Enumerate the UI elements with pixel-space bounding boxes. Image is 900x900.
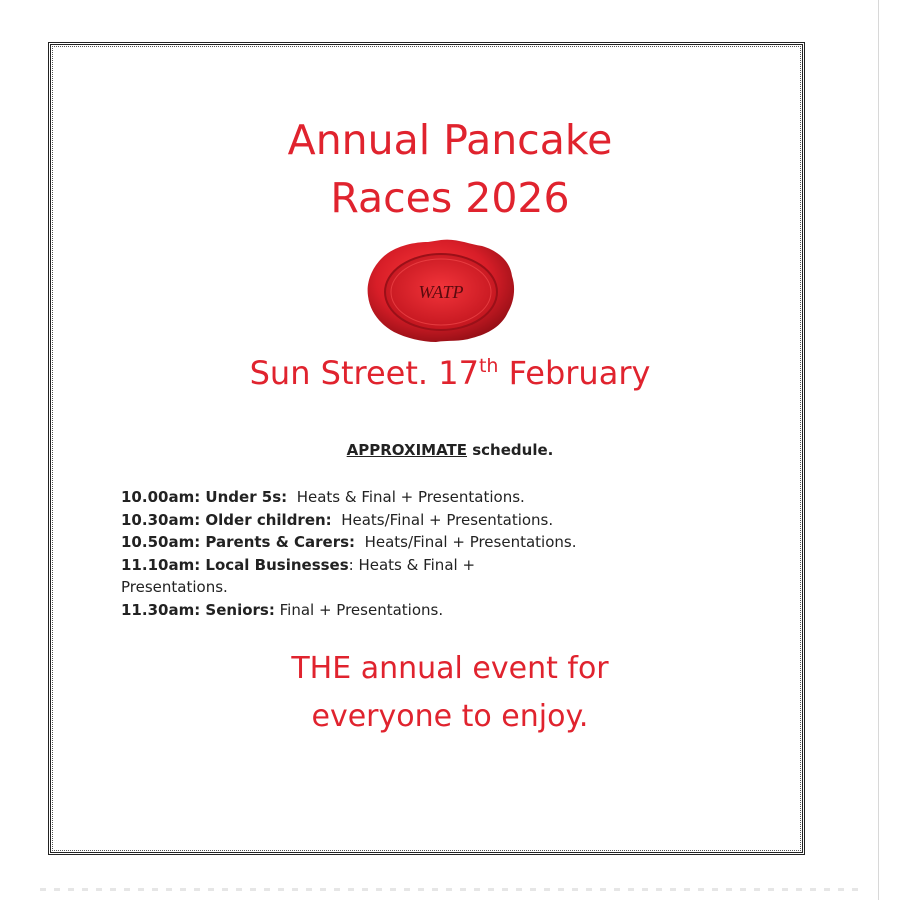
- schedule-time: 11.10am: Local Businesses: [121, 555, 349, 574]
- schedule-time: 10.00am: Under 5s:: [121, 488, 288, 506]
- schedule-item: [121, 486, 771, 509]
- tagline-line-2: everyone to enjoy.: [311, 699, 589, 734]
- schedule-desc: Final + Presentations.: [274, 600, 444, 619]
- location-date: [0, 349, 900, 397]
- schedule-heading: [0, 441, 900, 459]
- title-line-2: Races 2026: [330, 174, 570, 222]
- schedule-time: 10.50am: Parents & Carers:: [121, 533, 356, 552]
- scan-artifact: [40, 888, 860, 891]
- poster-title: [0, 111, 900, 227]
- schedule-desc: Heats/Final + Presentations.: [355, 533, 577, 552]
- schedule-time: 11.30am: Seniors:: [121, 600, 275, 619]
- seal-text: WATP: [418, 282, 464, 302]
- schedule-time: 10.30am: Older children:: [121, 510, 332, 529]
- schedule-item: [121, 531, 771, 554]
- date-ordinal: th: [478, 355, 499, 377]
- schedule-heading-rest: schedule.: [467, 441, 554, 459]
- schedule-list: [121, 486, 771, 622]
- schedule-desc-continued: Presentations.: [121, 578, 228, 597]
- tagline: [0, 645, 900, 741]
- location-date-prefix: Sun Street. 17: [249, 354, 479, 392]
- schedule-heading-underlined: APPROXIMATE: [346, 441, 468, 459]
- tagline-line-1: THE annual event for: [291, 651, 609, 686]
- schedule-item: [121, 554, 771, 599]
- wax-seal-logo: [364, 236, 518, 344]
- schedule-item: [121, 599, 771, 622]
- schedule-desc: Heats & Final + Presentations.: [287, 488, 525, 506]
- date-month: February: [498, 354, 651, 392]
- title-line-1: Annual Pancake: [287, 116, 613, 164]
- schedule-desc: Heats/Final + Presentations.: [331, 510, 554, 529]
- schedule-item: [121, 509, 771, 532]
- schedule-desc: : Heats & Final +: [348, 555, 476, 574]
